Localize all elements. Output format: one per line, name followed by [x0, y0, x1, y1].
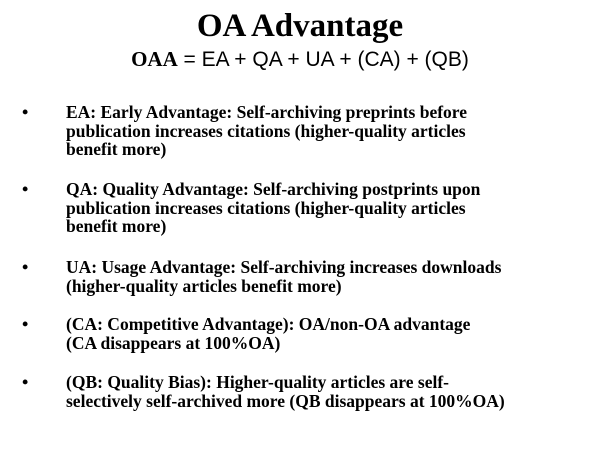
bullet-icon: • — [22, 257, 29, 277]
bullet-text: (QB: Quality Bias): Higher-quality articles are self- selectively self-archived more (QB disappears at 100%OA) — [66, 372, 505, 411]
slide-title: OA Advantage — [196, 8, 404, 44]
bullet-text: EA: Early Advantage: Self-archiving preprints before publication increases citations (higher-quality articles benefit more) — [66, 102, 468, 159]
bullet-text: QA: Quality Advantage: Self-archiving postprints upon publication increases citations (higher-quality articles benefit more) — [66, 179, 481, 236]
bullet-icon: • — [22, 179, 29, 199]
bullet-text: UA: Usage Advantage: Self-archiving increases downloads (higher-quality articles benefit more) — [66, 257, 502, 296]
bullet-icon: • — [22, 372, 29, 392]
formula — [0, 45, 600, 74]
bullet-icon: • — [22, 314, 29, 334]
formula-lhs: OAA — [131, 47, 178, 71]
bullet-icon: • — [22, 102, 29, 122]
bullet-text: (CA: Competitive Advantage): OA/non-OA advantage (CA disappears at 100%OA) — [66, 314, 471, 353]
formula-rhs: = EA + QA + UA + (CA) + (QB) — [183, 48, 469, 71]
